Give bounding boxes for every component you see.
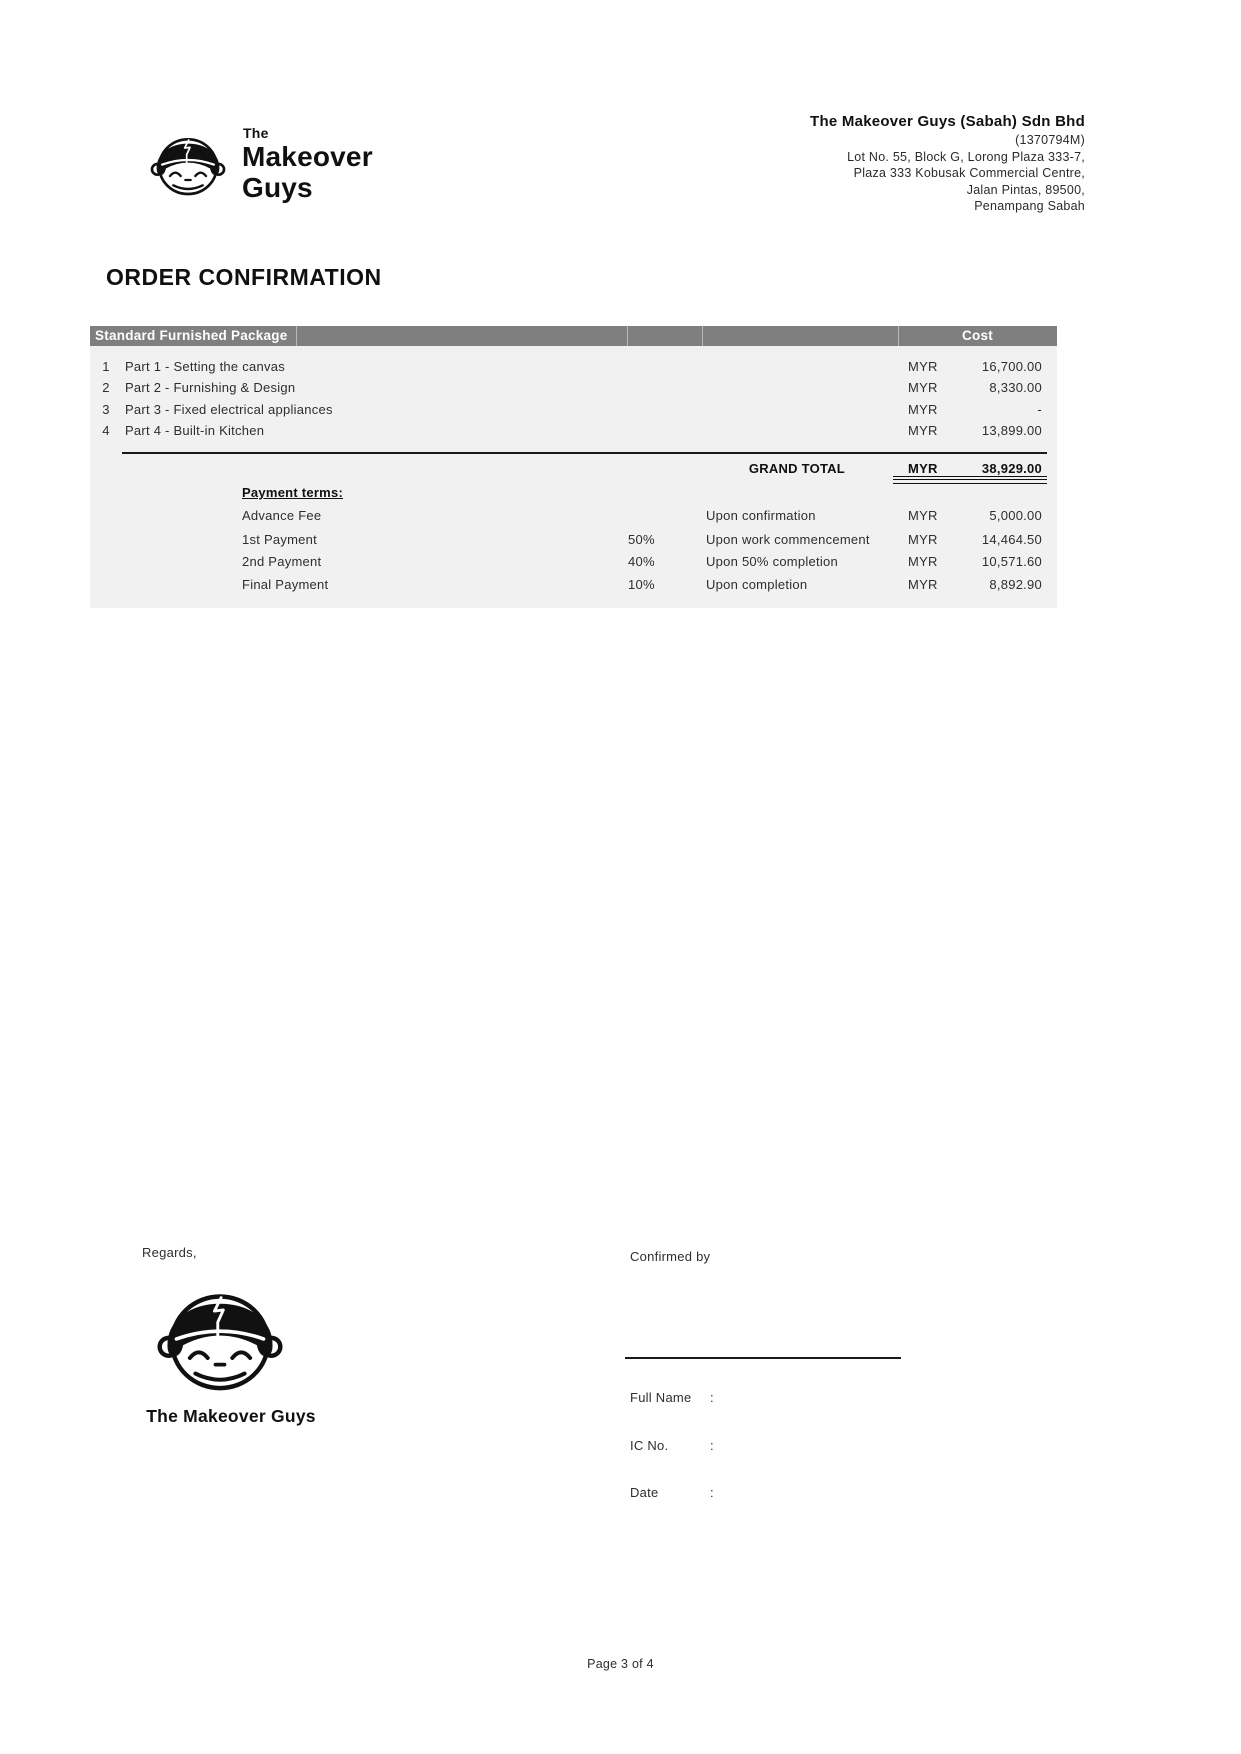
- grand-total-amount: 38,929.00: [981, 461, 1042, 476]
- row-amount: -: [1037, 402, 1042, 417]
- payment-term-row: [90, 530, 1057, 550]
- date-field: [630, 1485, 850, 1503]
- company-name: The Makeover Guys (Sabah) Sdn Bhd: [810, 113, 1085, 130]
- field-colon: :: [710, 1438, 714, 1453]
- payment-term-row: [90, 506, 1057, 526]
- page-number: Page 3 of 4: [587, 1657, 654, 1671]
- row-currency: MYR: [908, 402, 938, 417]
- logo-text-guys: Guys: [242, 172, 313, 203]
- makeover-guys-mascot-icon: [148, 124, 228, 200]
- payment-currency: MYR: [908, 532, 938, 547]
- company-address-line: Lot No. 55, Block G, Lorong Plaza 333-7,: [847, 149, 1085, 164]
- payment-amount: 5,000.00: [989, 508, 1042, 523]
- field-colon: :: [710, 1390, 714, 1405]
- grand-total-currency: MYR: [908, 461, 938, 476]
- row-description: Part 3 - Fixed electrical appliances: [125, 402, 333, 417]
- row-amount: 13,899.00: [981, 423, 1042, 438]
- grand-total-double-rule: [893, 479, 1047, 484]
- table-header-cost: Cost: [962, 328, 993, 343]
- company-reg-no: (1370794M): [1015, 133, 1085, 147]
- grand-total-label: GRAND TOTAL: [748, 461, 845, 476]
- payment-currency: MYR: [908, 554, 938, 569]
- row-description: Part 4 - Built-in Kitchen: [125, 423, 265, 438]
- payment-label: 1st Payment: [242, 532, 318, 547]
- company-address-line: Jalan Pintas, 89500,: [966, 182, 1085, 197]
- logo-text-makeover: Makeover: [242, 141, 373, 172]
- field-label: IC No.: [630, 1438, 669, 1453]
- grand-total-underline: [893, 459, 1047, 477]
- row-currency: MYR: [908, 359, 938, 374]
- row-currency: MYR: [908, 423, 938, 438]
- table-row: [90, 421, 1057, 441]
- payment-percent: 50%: [628, 532, 655, 547]
- row-number: 3: [102, 402, 110, 417]
- row-number: 2: [102, 380, 110, 395]
- payment-condition: Upon 50% completion: [706, 554, 838, 569]
- confirmed-by-label: Confirmed by: [630, 1249, 711, 1264]
- payment-percent: 40%: [628, 554, 655, 569]
- table-header-package: Standard Furnished Package: [95, 328, 288, 343]
- payment-percent: 10%: [628, 577, 655, 592]
- logo-wordmark: [242, 124, 373, 202]
- row-number: 1: [102, 359, 110, 374]
- page-title: ORDER CONFIRMATION: [106, 264, 382, 290]
- payment-condition: Upon work commencement: [706, 532, 870, 547]
- row-number: 4: [102, 423, 110, 438]
- payment-currency: MYR: [908, 577, 938, 592]
- row-description: Part 1 - Setting the canvas: [125, 359, 285, 374]
- company-logo: [148, 124, 373, 202]
- regards-label: Regards,: [142, 1245, 197, 1260]
- row-amount: 16,700.00: [981, 359, 1042, 374]
- payment-term-row: [90, 552, 1057, 572]
- table-header-row: [90, 326, 1057, 346]
- column-divider: [702, 326, 703, 346]
- signature-line: [625, 1357, 901, 1359]
- payment-terms-heading: Payment terms:: [242, 485, 344, 500]
- table-row: [90, 357, 1057, 377]
- column-divider: [627, 326, 628, 346]
- table-row: [90, 378, 1057, 398]
- company-address-line: Plaza 333 Kobusak Commercial Centre,: [853, 166, 1085, 180]
- payment-term-row: [90, 575, 1057, 595]
- column-divider: [898, 326, 899, 346]
- payment-label: Advance Fee: [242, 508, 322, 523]
- grand-total-top-rule: [122, 452, 1047, 454]
- row-currency: MYR: [908, 380, 938, 395]
- row-amount: 8,330.00: [989, 380, 1042, 395]
- payment-amount: 10,571.60: [981, 554, 1042, 569]
- payment-amount: 8,892.90: [989, 577, 1042, 592]
- payment-condition: Upon completion: [706, 577, 808, 592]
- payment-condition: Upon confirmation: [706, 508, 816, 523]
- field-colon: :: [710, 1485, 714, 1500]
- column-divider: [296, 326, 297, 346]
- full-name-field: [630, 1390, 850, 1408]
- ic-no-field: [630, 1438, 850, 1456]
- payment-currency: MYR: [908, 508, 938, 523]
- table-row: [90, 400, 1057, 420]
- signature-company-name: The Makeover Guys: [146, 1406, 316, 1426]
- row-description: Part 2 - Furnishing & Design: [125, 380, 296, 395]
- field-label: Date: [630, 1485, 659, 1500]
- makeover-guys-mascot-icon: [153, 1271, 287, 1398]
- payment-label: Final Payment: [242, 577, 329, 592]
- company-address-line: Penampang Sabah: [974, 199, 1085, 213]
- logo-text-the: The: [243, 125, 269, 141]
- field-label: Full Name: [630, 1390, 692, 1405]
- payment-label: 2nd Payment: [242, 554, 322, 569]
- company-info-block: [810, 112, 1085, 215]
- payment-amount: 14,464.50: [981, 532, 1042, 547]
